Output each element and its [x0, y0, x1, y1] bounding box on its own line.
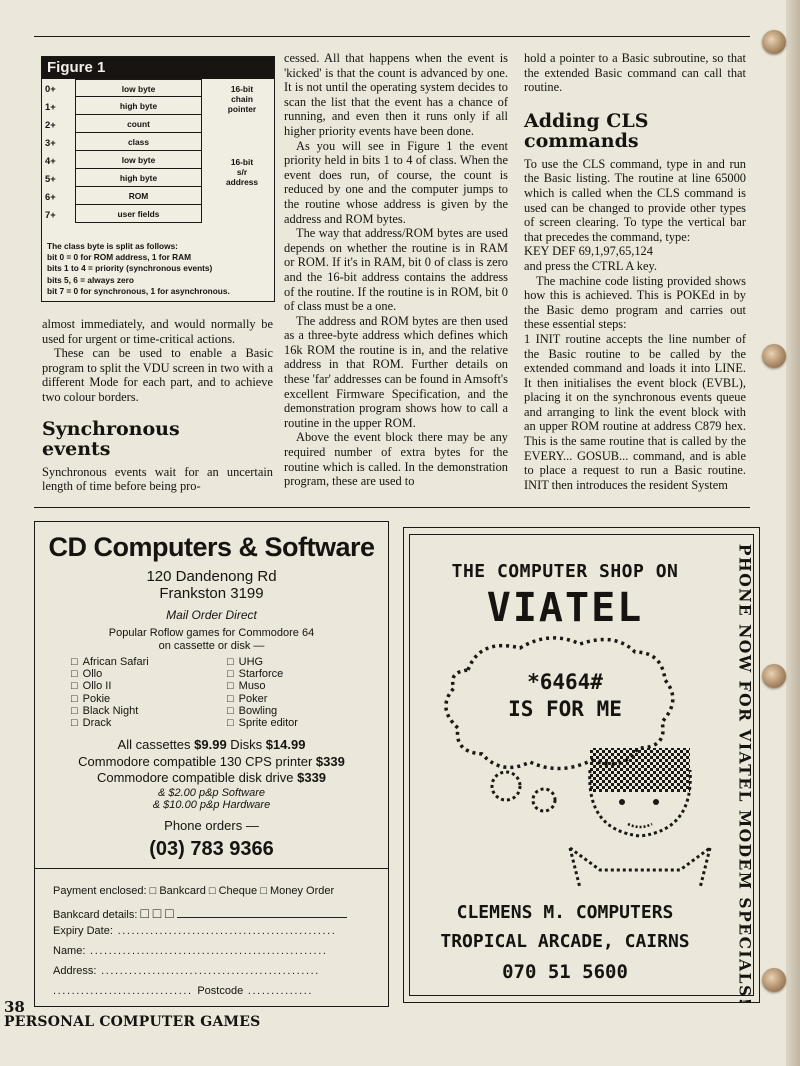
hands-outline [570, 848, 710, 888]
paragraph: The address and ROM bytes are then used as a three-byte address which defines which 16k ROM the routine is in, and the relative address in that ROM. Further details on these 'far' addresses can be found in Amsoft's excellent Firmware Specification, and the demonstration program shows how to call a routine in the upper ROM. [284, 313, 508, 430]
row-offset: 5+ [45, 173, 56, 184]
shop-name: CLEMENS M. COMPUTERS [456, 902, 674, 923]
phone-number: (03) 783 9366 [149, 838, 274, 860]
face-eye [619, 799, 625, 805]
payment-line: Payment enclosed: □ Bankcard □ Cheque □ Money Order [53, 885, 335, 897]
ad-mail-order: Mail Order Direct [166, 608, 257, 622]
figure-title: Figure 1 [42, 57, 274, 79]
figure-row [42, 115, 274, 133]
viatel-ad [403, 527, 760, 1007]
phone-label: Phone orders — [164, 818, 259, 833]
paragraph: These can be used to enable a Basic program to split the VDU screen in two with a different Mode for each part, and to achieve two colour borders. [42, 346, 273, 404]
row-offset: 3+ [45, 137, 56, 148]
row-offset: 2+ [45, 119, 56, 130]
row-label: count [75, 115, 202, 133]
row-label: class [75, 133, 202, 151]
checkbox-icon: □ [260, 885, 267, 897]
ad-headline: THE COMPUTER SHOP ON [451, 561, 679, 582]
games-list [227, 656, 298, 729]
paragraph: 1 INIT routine accepts the line number of the Basic routine to be called by the extended command and loads it into LINE. It then initialises the event block (EVBL), placing it on the synchronous events queue and arranging to link the event block with an upper ROM routine at address C879 hex. This is the same routine that is called by the EVERY... GOSUB... command, and is able to place a request to run a Basic routine. INIT then introduces the resident System [524, 331, 746, 492]
column-2 [284, 51, 508, 489]
list-item: □ Poker [227, 693, 298, 705]
paragraph: Above the event block there may be any required number of extra bytes for the routine which is called. In the demonstration program, these are used to [284, 430, 508, 489]
checkbox-icon: □ [208, 885, 216, 897]
figure-row [42, 187, 274, 205]
row-label: user fields [75, 205, 202, 223]
bubble-dot [492, 772, 520, 800]
row-label: high byte [75, 97, 202, 115]
figure-row [42, 205, 274, 223]
games-list [71, 656, 149, 729]
ad-tagline: Popular Roflow games for Commodore 64 [108, 627, 315, 639]
order-form [35, 868, 388, 1007]
shop-phone: 070 51 5600 [502, 961, 628, 983]
paragraph: The machine code listing provided shows how this is achieved. This is POKEd in by the Basic demo program and carries out these essential steps: [524, 273, 746, 332]
row-offset: 7+ [45, 209, 56, 220]
drive-line: Commodore compatible disk drive $339 [96, 770, 327, 785]
list-item: □ Pokie [71, 693, 149, 705]
name-line: Name: ................................................... [53, 945, 328, 957]
bubble-dot [533, 789, 555, 811]
list-item: □ Starforce [227, 668, 298, 680]
postage-hardware: & $10.00 p&p Hardware [152, 799, 271, 811]
face-mouth [628, 824, 652, 827]
list-item: □ Ollo II [71, 680, 149, 692]
paragraph: Synchronous events wait for an uncertain length of time before being pro- [42, 464, 273, 494]
paragraph: The way that address/ROM bytes are used depends on whether the routine is in RAM or ROM. If it's in RAM, bit 0 of class is zero and the 16-bit address contains the address of the routine. If the routine is in ROM, bit 0 of class must be a one. [284, 226, 508, 314]
figure-row [42, 133, 274, 151]
ad-brand: CD Computers & Software [48, 532, 375, 562]
checkered-hair [590, 748, 690, 792]
bubble-text: IS FOR ME [508, 697, 622, 721]
paragraph: almost immediately, and would normally be used for urgent or time-critical actions. [42, 317, 273, 346]
binder-hole [762, 968, 786, 992]
viatel-ad-frame [409, 534, 755, 1007]
ad-viatel-title: VIATEL [486, 585, 644, 631]
postcode-line: .............................. Postcode .............. [53, 985, 314, 997]
postage-software: & $2.00 p&p Software [157, 787, 265, 799]
paragraph: hold a pointer to a Basic subroutine, so that the extended Basic command can call that routine. [524, 51, 746, 95]
bubble-code: *6464# [527, 670, 603, 694]
paragraph: cessed. All that happens when the event is 'kicked' is that the count is advanced by one. It is not until the operating system decides to scan the list that the event has a chance of running, and even then it runs only if all higher priority events have been done. [284, 51, 508, 138]
figure-notes: The class byte is split as follows: bit 0 = 0 for ROM address, 1 for RAM bits 1 to 4 = priority (synchronous events) bits 5, 6 = always zero bit 7 = 0 for synchronous, 1 for asynchronous. [47, 241, 230, 296]
row-label: low byte [75, 151, 202, 169]
list-item: □ Muso [227, 680, 298, 692]
printer-line: Commodore compatible 130 CPS printer $339 [78, 754, 345, 769]
figure-1 [41, 56, 275, 302]
magazine-name: PERSONAL COMPUTER GAMES [4, 1014, 261, 1030]
section-heading: Adding CLS commands [524, 109, 649, 152]
chain-pointer-label: 16-bit chain pointer [227, 84, 257, 114]
list-item: □ African Safari [71, 656, 149, 668]
ad-address: 120 Dandenong Rd [146, 568, 277, 585]
side-banner: PHONE NOW FOR VIATEL MODEM SPECIALS! [735, 543, 755, 1007]
bankcard-line: Bankcard details: □ □ □ [53, 905, 347, 921]
expiry-line: Expiry Date: ............................................... [53, 925, 337, 937]
binder-hole [762, 30, 786, 54]
row-offset: 4+ [45, 155, 56, 166]
checkbox-icon: □ □ □ [140, 905, 174, 921]
paragraph: To use the CLS command, type in and run the Basic listing. The routine at line 65000 which is called when the CLS command is used can be changed to provide other types of screen clearing. To type the vertical bar that precedes the command, type: [524, 156, 746, 244]
ad-address: Frankston 3199 [159, 585, 264, 602]
list-item: □ Drack [71, 717, 149, 729]
row-offset: 6+ [45, 191, 56, 202]
list-item: □ Bowling [227, 705, 298, 717]
row-label: low byte [75, 79, 202, 97]
row-offset: 1+ [45, 101, 56, 112]
shop-location: TROPICAL ARCADE, CAIRNS [440, 931, 690, 952]
address-line: Address: ............................................... [53, 965, 320, 977]
column-1 [42, 317, 273, 494]
checkbox-icon: □ [149, 885, 157, 897]
ad-tagline: on cassette or disk — [158, 640, 265, 652]
list-item: □ Black Night [71, 705, 149, 717]
section-heading: Synchronous events [42, 417, 180, 460]
top-rule [34, 36, 750, 37]
column-3 [524, 51, 746, 492]
row-label: ROM [75, 187, 202, 205]
price-line: All cassettes $9.99 Disks $14.99 [117, 737, 306, 752]
paragraph: and press the CTRL A key. [524, 258, 657, 273]
page-edge [786, 0, 800, 1066]
middle-rule [34, 507, 750, 508]
code-line: KEY DEF 69,1,97,65,124 [524, 244, 653, 259]
row-label: high byte [75, 169, 202, 187]
list-item: □ Ollo [71, 668, 149, 680]
paragraph: As you will see in Figure 1 the event priority held in bits 1 to 4 of class. When the event does run, of course, the count is reduced by one and the computer jumps to the routine whose address is given by the address and ROM bytes. [284, 138, 508, 226]
face-eye [653, 799, 659, 805]
list-item: □ Sprite editor [227, 717, 298, 729]
list-item: □ UHG [227, 656, 298, 668]
row-offset: 0+ [45, 83, 56, 94]
thought-bubble-illustration [410, 630, 730, 890]
binder-hole [762, 344, 786, 368]
cd-computers-ad [34, 521, 389, 1007]
page-number: 38 [4, 998, 25, 1016]
sr-address-label: 16-bit s/r address [225, 157, 259, 187]
binder-hole [762, 664, 786, 688]
